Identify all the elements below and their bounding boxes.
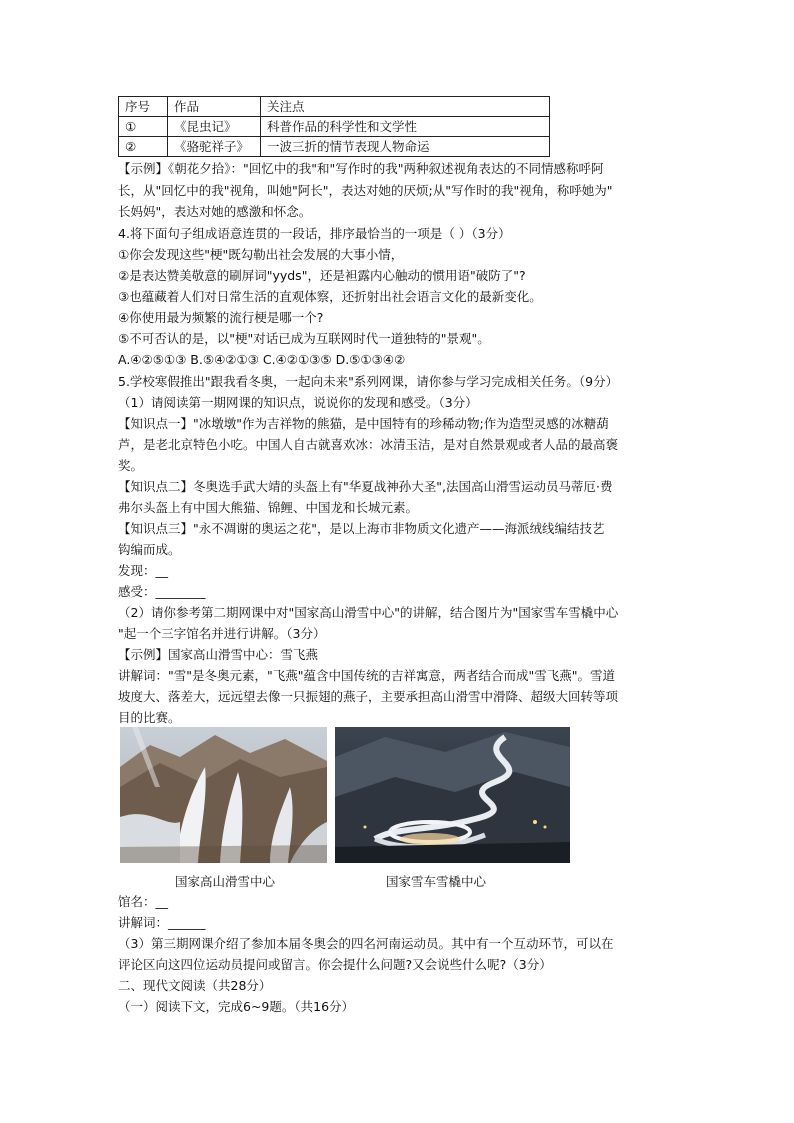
text-line: 目的比赛。	[118, 710, 181, 725]
sentence-3: ③也蕴藏着人们对日常生活的直观体察，还折射出社会语言文化的最新变化。	[118, 289, 542, 304]
question-4: 4.将下面句子组成语意连贯的一段话，排序最恰当的一项是（ ）（3分）	[118, 226, 511, 241]
table-header-cell: 作品	[168, 97, 261, 117]
text-line: 奖。	[118, 458, 144, 473]
text-line: 【知识点一】"冰墩墩"作为吉祥物的熊猫，是中国特有的珍稀动物;作为造型灵感的冰糖葫	[118, 416, 609, 431]
text-line: 【示例】《朝花夕拾》："回忆中的我"和"写作时的我"两种叙述视角表达的不同情感称呼阿	[118, 161, 604, 176]
sentence-4: ④你使用最为频繁的流行梗是哪一个?	[118, 310, 324, 325]
sentence-1: ①你会发现这些"梗"既勾勒出社会发展的大事小情，	[118, 247, 404, 262]
table-header-row	[119, 97, 550, 117]
question-5: 5.学校寒假推出"跟我看冬奥，一起向未来"系列网课，请你参与学习完成相关任务。（9分）	[118, 374, 619, 389]
text-line: 【知识点三】"永不凋谢的奥运之花"，是以上海市非物质文化遗产——海派绒线编结技艺	[118, 521, 605, 536]
text-line: 评论区向这四位运动员提问或留言。你会提什么问题?又会说些什么呢?（3分）	[118, 957, 552, 972]
text-line: 长，从"回忆中的我"视角，叫她"阿长"，表达对她的厌烦;从"写作时的我"视角，称呼她为"	[118, 183, 613, 198]
sentence-2: ②是表达赞美敬意的刷屏词"yyds"，还是袒露内心触动的惯用语"破防了"?	[118, 268, 526, 283]
works-table	[118, 96, 550, 157]
venue-name-blank: 馆名：__	[118, 894, 169, 909]
table-cell: 一波三折的情节表现人物命运	[261, 137, 550, 157]
section-heading: 二、现代文阅读（共28分）	[118, 978, 272, 993]
text-line: （3）第三期网课介绍了参加本届冬奥会的四名河南运动员。其中有一个互动环节，可以在	[118, 936, 614, 951]
feeling-blank: 感受：________	[118, 584, 206, 599]
subsection-heading: （一）阅读下文，完成6~9题。（共16分）	[118, 999, 355, 1014]
table-row	[119, 137, 550, 157]
table-cell: ①	[119, 117, 168, 137]
table-header-cell: 序号	[119, 97, 168, 117]
text-line: 弗尔头盔上有中国大熊猫、锦鲤、中国龙和长城元素。	[118, 500, 419, 515]
alpine-ski-center-photo	[120, 727, 327, 863]
text-line: （1）请阅读第一期网课的知识点，说说你的发现和感受。（3分）	[118, 395, 478, 410]
text-line: 讲解词："雪"是冬奥元素，"飞燕"蕴含中国传统的吉祥寓意，两者结合而成"雪飞燕"。雪道	[118, 668, 615, 683]
text-line: 坡度大、落差大，远远望去像一只振翅的燕子，主要承担高山滑雪中滑降、超级大回转等项	[118, 689, 619, 704]
photo-caption-sliding: 国家雪车雪橇中心	[386, 874, 487, 889]
table-row	[119, 117, 550, 137]
text-line: 【知识点二】冬奥选手武大靖的头盔上有"华夏战神孙大圣",法国高山滑雪运动员马蒂厄·费	[118, 479, 613, 494]
text-line: 钩编而成。	[118, 542, 181, 557]
discovery-blank: 发现：__	[118, 563, 169, 578]
text-line: 【示例】国家高山滑雪中心：雪飞燕	[118, 647, 319, 662]
table-cell: ②	[119, 137, 168, 157]
table-header-cell: 关注点	[261, 97, 550, 117]
answer-options: A.④②⑤①③ B.⑤④②①③ C.④②①③⑤ D.⑤①③④②	[118, 352, 406, 367]
text-line: （2）请你参考第二期网课中对"国家高山滑雪中心"的讲解，结合图片为"国家雪车雪橇中心	[118, 605, 619, 620]
text-line: 芦，是老北京特色小吃。中国人自古就喜欢冰：冰清玉洁，是对自然景观或者人品的最高褒	[118, 437, 619, 452]
narration-blank: 讲解词：______	[118, 915, 206, 930]
table-cell: 《骆驼祥子》	[168, 137, 261, 157]
sentence-5: ⑤不可否认的是，以"梗"对话已成为互联网时代一道独特的"景观"。	[118, 331, 490, 346]
text-line: "起一个三字馆名并进行讲解。（3分）	[118, 626, 326, 641]
text-line: 长妈妈"，表达对她的感激和怀念。	[118, 204, 312, 219]
sliding-center-photo	[335, 727, 570, 863]
photo-caption-alpine: 国家高山滑雪中心	[175, 874, 276, 889]
table-cell: 科普作品的科学性和文学性	[261, 117, 550, 137]
table-cell: 《昆虫记》	[168, 117, 261, 137]
